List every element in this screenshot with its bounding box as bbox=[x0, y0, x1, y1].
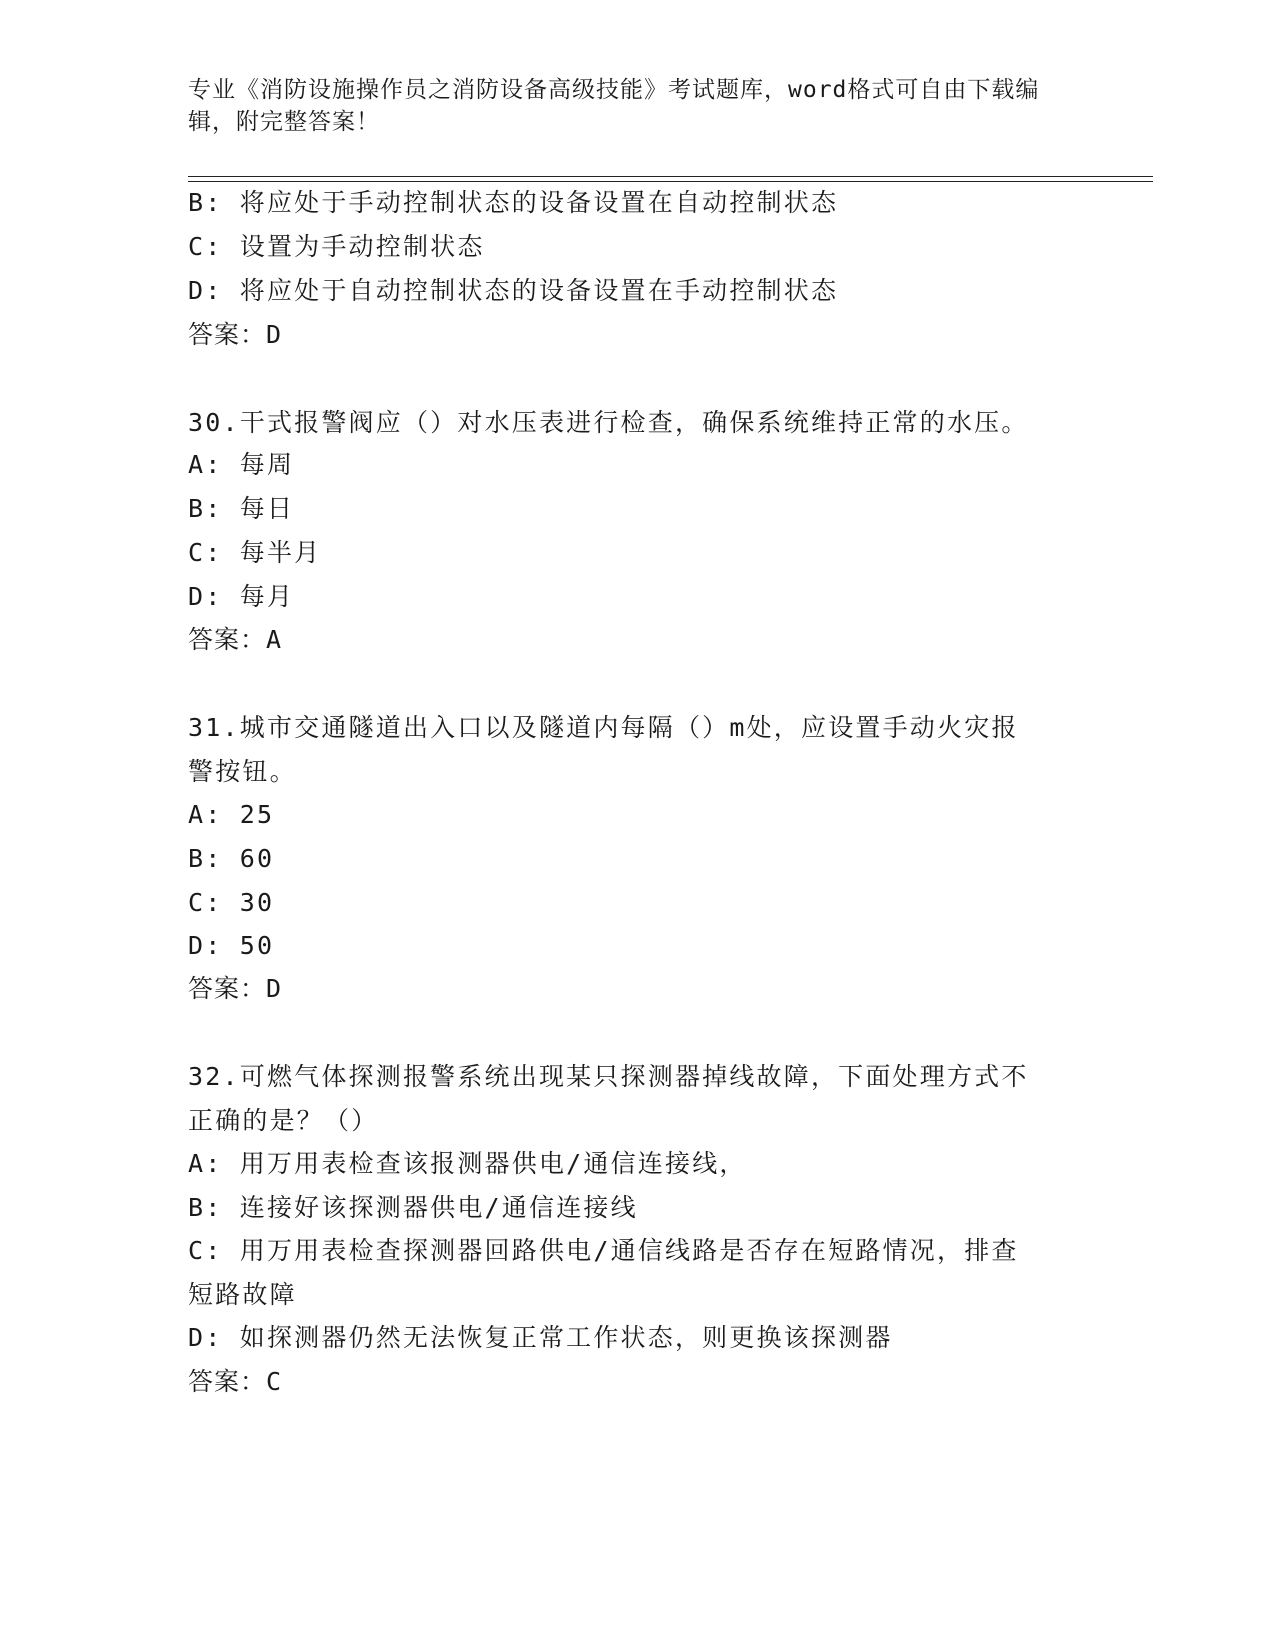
header-line-2: 辑，附完整答案！ bbox=[188, 109, 380, 135]
document-header bbox=[188, 74, 1068, 138]
option-d: D: 将应处于自动控制状态的设备设置在手动控制状态 bbox=[188, 276, 839, 305]
option-c: C: 设置为手动控制状态 bbox=[188, 232, 485, 261]
header-divider-top bbox=[188, 176, 1153, 177]
question-30-option-b: B: 每日 bbox=[188, 494, 295, 523]
question-31-option-a: A: 25 bbox=[188, 800, 275, 829]
question-30-option-d: D: 每月 bbox=[188, 582, 295, 611]
question-30-option-a: A: 每周 bbox=[188, 450, 295, 479]
question-32-option-a: A: 用万用表检查该报测器供电/通信连接线， bbox=[188, 1149, 747, 1178]
answer: 答案：D bbox=[188, 320, 283, 349]
header-divider-bottom bbox=[188, 181, 1153, 182]
option-b: B: 将应处于手动控制状态的设备设置在自动控制状态 bbox=[188, 188, 839, 217]
question-32-option-d: D: 如探测器仍然无法恢复正常工作状态，则更换该探测器 bbox=[188, 1323, 893, 1352]
question-32-answer: 答案：C bbox=[188, 1367, 283, 1396]
question-32-stem: 32.可燃气体探测报警系统出现某只探测器掉线故障，下面处理方式不 bbox=[188, 1062, 1029, 1091]
question-32-stem-continued: 正确的是？（） bbox=[188, 1106, 379, 1135]
question-30-answer: 答案：A bbox=[188, 625, 283, 654]
header-line-1: 专业《消防设施操作员之消防设备高级技能》考试题库，word格式可自由下载编 bbox=[188, 77, 1040, 103]
question-32-option-b: B: 连接好该探测器供电/通信连接线 bbox=[188, 1193, 638, 1222]
question-31-option-d: D: 50 bbox=[188, 931, 275, 960]
question-31-option-b: B: 60 bbox=[188, 844, 275, 873]
question-32-option-c: C: 用万用表检查探测器回路供电/通信线路是否存在短路情况，排查 bbox=[188, 1236, 1019, 1265]
question-30-stem: 30.干式报警阀应（）对水压表进行检查，确保系统维持正常的水压。 bbox=[188, 408, 1029, 437]
question-31-answer: 答案：D bbox=[188, 974, 283, 1003]
question-31-option-c: C: 30 bbox=[188, 888, 275, 917]
question-32-option-c-continued: 短路故障 bbox=[188, 1280, 297, 1309]
question-31-stem-continued: 警按钮。 bbox=[188, 757, 297, 786]
question-31-stem: 31.城市交通隧道出入口以及隧道内每隔（）m处，应设置手动火灾报 bbox=[188, 713, 1019, 742]
question-30-option-c: C: 每半月 bbox=[188, 538, 322, 567]
